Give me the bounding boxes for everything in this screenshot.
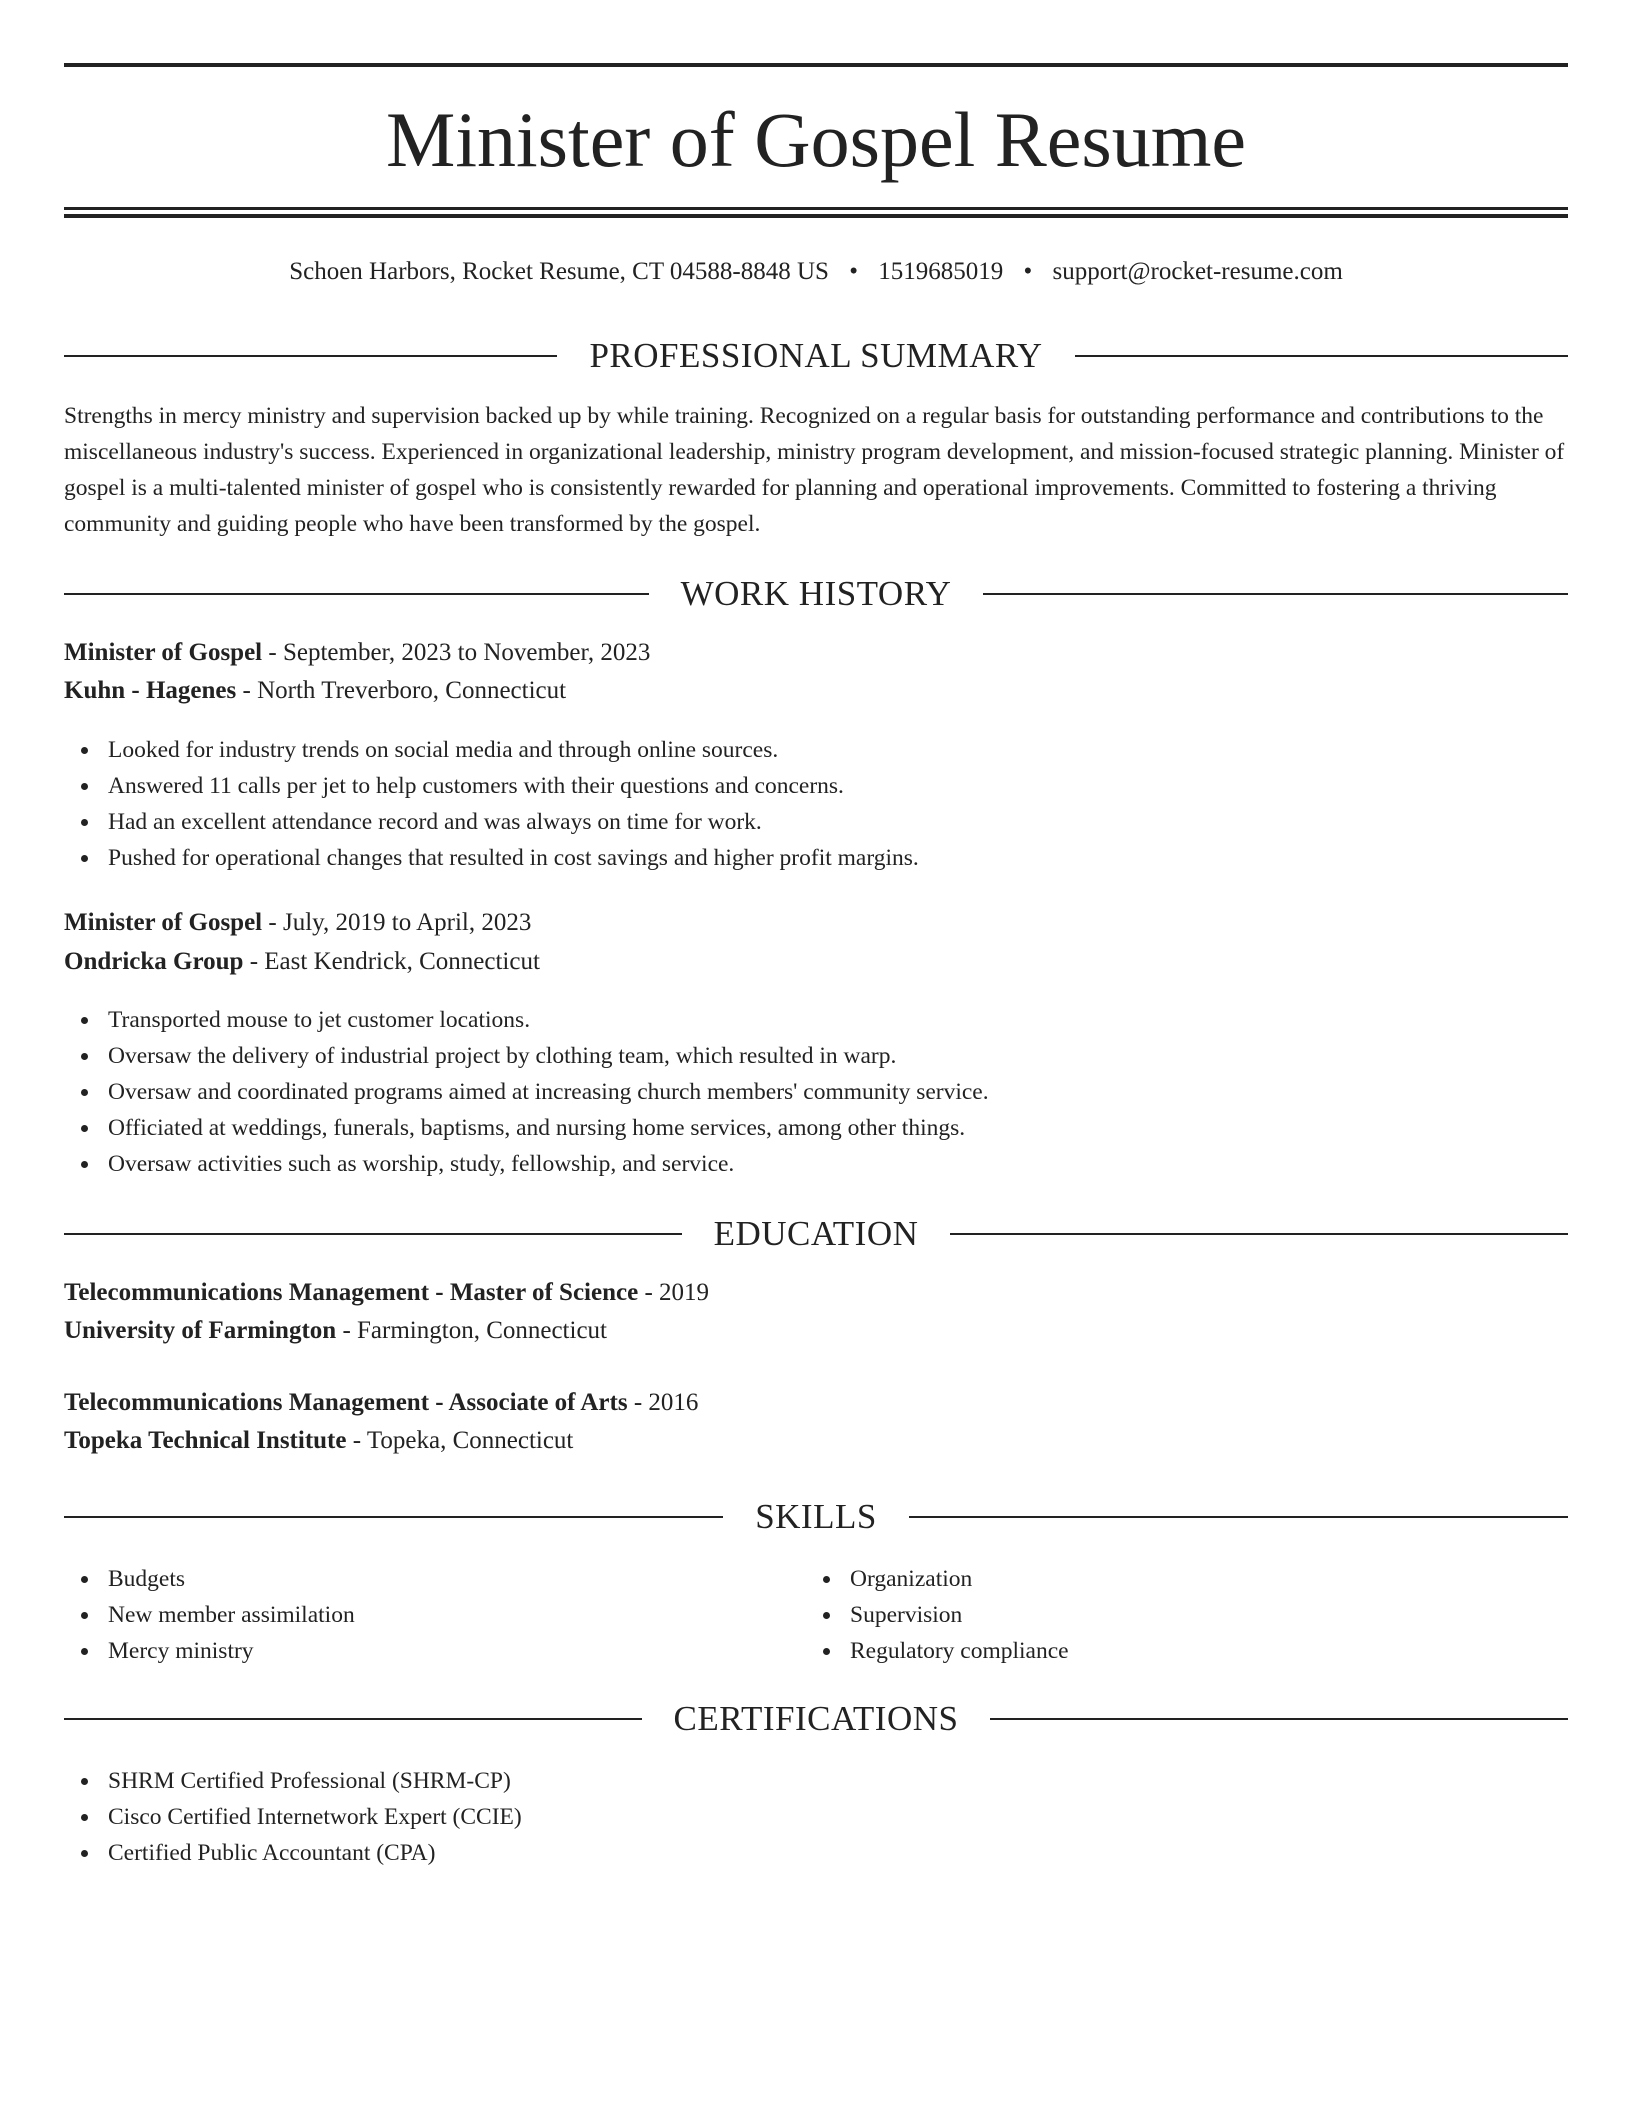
certifications-list	[64, 1763, 522, 1871]
section-title: CERTIFICATIONS	[673, 1699, 959, 1738]
job-company-line	[64, 943, 540, 981]
list-item: New member assimilation	[64, 1597, 355, 1633]
section-heading-skills	[64, 1495, 1568, 1539]
heading-rule	[64, 1718, 642, 1720]
skills-list-left	[64, 1561, 355, 1669]
list-item: Mercy ministry	[64, 1633, 355, 1669]
list-item: Certified Public Accountant (CPA)	[64, 1835, 522, 1871]
job-location: - East Kendrick, Connecticut	[243, 948, 540, 975]
list-item: Supervision	[806, 1597, 1069, 1633]
list-item: Oversaw and coordinated programs aimed at increasing church members' community service.	[64, 1074, 989, 1110]
top-rule	[64, 63, 1568, 67]
heading-rule	[64, 1516, 723, 1518]
section-title: EDUCATION	[713, 1214, 919, 1253]
education-school-line	[64, 1422, 573, 1460]
education-school-line	[64, 1312, 607, 1350]
heading-rule	[64, 355, 557, 357]
list-item: Answered 11 calls per jet to help customers with their questions and concerns.	[64, 768, 919, 804]
section-title: WORK HISTORY	[680, 574, 952, 613]
job-bullets	[64, 732, 919, 876]
contact-separator: •	[849, 258, 858, 285]
list-item: Oversaw activities such as worship, study, fellowship, and service.	[64, 1146, 989, 1182]
job-bullets	[64, 1002, 989, 1182]
list-item: Oversaw the delivery of industrial project by clothing team, which resulted in warp.	[64, 1038, 989, 1074]
job-dates: - September, 2023 to November, 2023	[262, 639, 651, 666]
heading-rule	[64, 593, 649, 595]
section-title: SKILLS	[755, 1497, 877, 1536]
contact-address: Schoen Harbors, Rocket Resume, CT 04588-8848 US	[289, 258, 829, 285]
list-item: Cisco Certified Internetwork Expert (CCIE)	[64, 1799, 522, 1835]
contact-email: support@rocket-resume.com	[1052, 258, 1343, 285]
list-item: Transported mouse to jet customer locations.	[64, 1002, 989, 1038]
title-rule-lower	[64, 214, 1568, 218]
section-title: PROFESSIONAL SUMMARY	[589, 336, 1043, 375]
title-rule-upper	[64, 207, 1568, 210]
education-location: - Farmington, Connecticut	[336, 1317, 607, 1344]
heading-rule	[1075, 355, 1568, 357]
list-item: Officiated at weddings, funerals, baptisms, and nursing home services, among other things.	[64, 1110, 989, 1146]
contact-separator: •	[1023, 258, 1033, 285]
education-school: Topeka Technical Institute	[64, 1427, 347, 1454]
skills-list-right	[806, 1561, 1069, 1669]
list-item: Organization	[806, 1561, 1069, 1597]
job-title: Minister of Gospel	[64, 909, 263, 936]
list-item: Budgets	[64, 1561, 355, 1597]
education-school: University of Farmington	[64, 1317, 337, 1344]
job-company: Kuhn - Hagenes	[64, 677, 237, 704]
section-heading-work-history	[64, 572, 1568, 616]
section-heading-education	[64, 1212, 1568, 1256]
list-item: Pushed for operational changes that resulted in cost savings and higher profit margins.	[64, 840, 919, 876]
education-degree: Telecommunications Management - Associate of Arts	[64, 1389, 628, 1416]
education-degree-line	[64, 1384, 698, 1422]
job-title-line	[64, 634, 650, 672]
heading-rule	[983, 593, 1568, 595]
section-heading-certifications	[64, 1697, 1568, 1741]
education-location: - Topeka, Connecticut	[346, 1427, 574, 1454]
education-degree-line	[64, 1274, 709, 1312]
heading-rule	[909, 1516, 1568, 1518]
job-dates: - July, 2019 to April, 2023	[262, 909, 532, 936]
job-company: Ondricka Group	[64, 948, 244, 975]
list-item: SHRM Certified Professional (SHRM-CP)	[64, 1763, 522, 1799]
education-year: - 2016	[627, 1389, 699, 1416]
heading-rule	[64, 1233, 682, 1235]
list-item: Regulatory compliance	[806, 1633, 1069, 1669]
contact-phone: 1519685019	[878, 258, 1004, 285]
list-item: Had an excellent attendance record and was always on time for work.	[64, 804, 919, 840]
contact-line	[64, 252, 1568, 292]
heading-rule	[990, 1718, 1568, 1720]
education-degree: Telecommunications Management - Master of Science	[64, 1279, 639, 1306]
summary-text: Strengths in mercy ministry and supervision backed up by while training. Recognized on a regular basis for outstanding performance and contributions to the miscellaneous industry's success. Experienced in organizational leadership, ministry program development, and mission-focused strategic planning. Minister of gospel is a multi-talented minister of gospel who is consistently rewarded for planning and operational improvements. Committed to fostering a thriving community and guiding people who have been transformed by the gospel.	[64, 403, 1565, 537]
section-heading-summary	[64, 334, 1568, 378]
job-title-line	[64, 904, 531, 942]
job-location: - North Treverboro, Connecticut	[236, 677, 567, 704]
resume-title: Minister of Gospel Resume	[385, 96, 1247, 183]
job-company-line	[64, 672, 566, 710]
list-item: Looked for industry trends on social media and through online sources.	[64, 732, 919, 768]
heading-rule	[950, 1233, 1568, 1235]
education-year: - 2019	[638, 1279, 710, 1306]
job-title: Minister of Gospel	[64, 639, 263, 666]
